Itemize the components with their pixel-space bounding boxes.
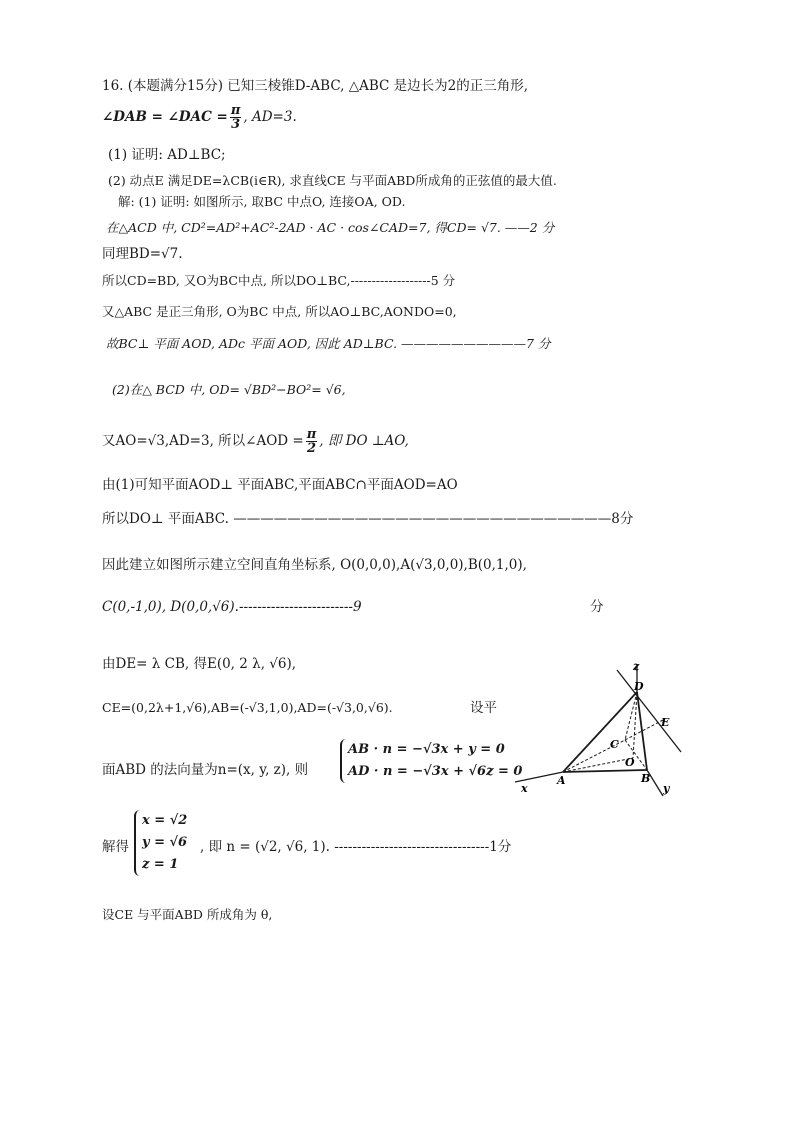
label-a: A <box>557 774 566 787</box>
solution-line-6: 故BC⊥ 平面 AOD, ADc 平面 AOD, 因此 AD⊥BC. ——————————7 分 <box>106 336 551 351</box>
solution-line-16: , 即 n = (√2, √6, 1). ----------------------------------1分 <box>200 839 512 855</box>
solution-line-3: 同理BD=√7. <box>102 246 183 262</box>
label-e: E <box>661 716 670 729</box>
solution-line-14: CE=(0,2λ+1,√6),AB=(-√3,1,0),AD=(-√3,0,√6). <box>102 700 393 715</box>
solution-line-12: C(0,-1,0), D(0,0,√6).-------------------------9 <box>102 599 362 615</box>
edge-ce <box>625 720 663 740</box>
solution-line-14-tail: 设平 <box>470 700 497 716</box>
problem-line-2: ∠DAB = ∠DAC = $\frac{\pi}{3}$ , AD=3. <box>102 103 297 132</box>
solution-line-10: 所以DO⊥ 平面ABC. ————————————————————————————8分 <box>102 511 634 527</box>
solution-line-11: 因此建立如图所示建立空间直角坐标系, O(0,0,0),A(√3,0,0),B(0,1,0), <box>102 557 527 573</box>
solution-line-8: 又AO=√3,AD=3, 所以∠AOD = $\frac{\pi}{2}$ , 即 DO ⊥AO, <box>102 427 409 456</box>
edge-ab <box>563 770 647 772</box>
equation-ab-n: AB · n = −√3x + y = 0 <box>348 742 505 757</box>
solution-line-7: (2)在△ BCD 中, OD= √BD²−BO²= √6, <box>112 382 346 397</box>
solution-line-1: 解: (1) 证明: 如图所示, 取BC 中点O, 连接OA, OD. <box>118 194 406 209</box>
solution-line-2: 在△ACD 中, CD²=AD²+AC²-2AD · AC · cos∠CAD=7, 得CD= √7. ——2 分 <box>106 220 555 235</box>
solution-line-17: 设CE 与平面ABD 所成角为 θ, <box>102 907 273 922</box>
x-axis <box>515 772 563 782</box>
label-y: y <box>663 782 670 795</box>
score-fen: 分 <box>590 599 604 615</box>
solution-line-5: 又△ABC 是正三角形, O为BC 中点, 所以AO⊥BC,AONDO=0, <box>102 304 457 319</box>
label-c: C <box>610 738 619 751</box>
solution-line-4: 所以CD=BD, 又O为BC中点, 所以DO⊥BC,-------------------5 分 <box>102 273 456 288</box>
problem-line-1: 16. (本题满分15分) 已知三棱锥D-ABC, △ABC 是边长为2的正三角形, <box>102 78 529 94</box>
label-o: O <box>625 756 635 769</box>
question-1: (1) 证明: AD⊥BC; <box>108 147 226 163</box>
fraction-pi-over-3: $\frac{\pi}{3}$ <box>230 103 241 132</box>
solution-line-15: 面ABD 的法向量为n=(x, y, z), 则 <box>102 762 309 778</box>
solution-line-9: 由(1)可知平面AOD⊥ 平面ABC,平面ABC∩平面AOD=AO <box>102 477 458 493</box>
label-z: z <box>633 660 640 673</box>
equation-ad-n: AD · n = −√3x + √6z = 0 <box>348 764 523 779</box>
coordinate-figure <box>505 660 705 810</box>
solution-system: x = √2 y = √6 z = 1 <box>134 810 187 876</box>
solution-solved-label: 解得 <box>102 839 129 855</box>
question-2: (2) 动点E 满足DE=λCB(i∈R), 求直线CE 与平面ABD所成角的正弦值的最大值. <box>108 173 557 188</box>
label-b: B <box>641 772 651 785</box>
normal-vector-system <box>340 739 522 783</box>
fraction-pi-over-2: $\frac{\pi}{2}$ <box>306 427 317 456</box>
label-d: D <box>634 680 644 693</box>
label-x: x <box>521 782 528 795</box>
solution-line-13: 由DE= λ CB, 得E(0, 2 λ, √6), <box>102 656 297 672</box>
